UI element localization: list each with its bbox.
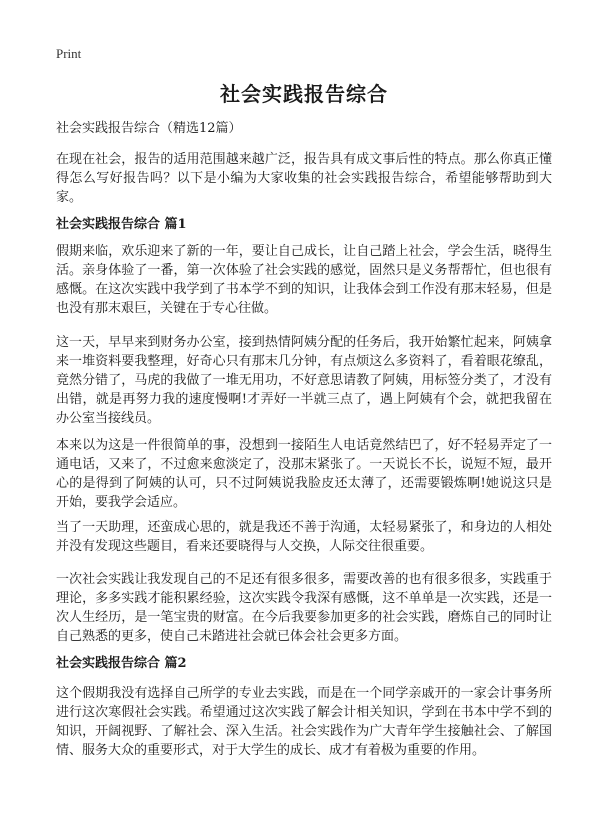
section-1-paragraph-1: 假期来临，欢乐迎来了新的一年，要让自己成长，让自己踏上社会，学会生活，晓得生活。亲身体验了一番，第一次体验了社会实践的感觉，固然只是义务帮帮忙，但也很有感慨。在这次实践中我学到了书本学不到的知识，让我体会到工作没有那末轻易，但是也没有那末艰巨，关键在于专心往做。: [56, 244, 552, 316]
section-2-paragraph-1: 这个假期我没有选择自己所学的专业去实践，而是在一个同学亲戚开的一家会计事务所进行这次寒假社会实践。希望通过这次实践了解会计相关知识，学到在书本中学不到的知识，开阔视野、了解社会、深入生活。社会实践作为广大青年学生接触社会、了解国情、服务大众的重要形式，对于大学生的成长、成才有着极为重要的作用。: [56, 686, 552, 758]
section-heading-1: 社会实践报告综合 篇1: [56, 217, 187, 232]
document-subtitle: 社会实践报告综合（精选12篇）: [56, 121, 242, 136]
section-1-paragraph-4: 当了一天助理，还蛮成心思的，就是我还不善于沟通，太轻易紧张了，和身边的人相处并没有发现这些题目，看来还要晓得与人交换，人际交往很重要。: [56, 520, 552, 554]
section-1-paragraph-3: 本来以为这是一件很简单的事，没想到一接陌生人电话竟然结巴了，好不轻易弄定了一通电话，又来了，不过愈来愈淡定了，没那末紧张了。一天说长不长，说短不短，最开心的是得到了阿姨的认可，只不过阿姨说我脸皮还太薄了，还需要锻炼啊!她说这只是开始，要我学会适应。: [56, 438, 552, 510]
intro-paragraph: 在现在社会，报告的适用范围越来越广泛，报告具有成文事后性的特点。那么你真正懂得怎么写好报告吗？以下是小编为大家收集的社会实践报告综合，希望能够帮助到大家。: [56, 152, 552, 205]
print-link[interactable]: Print: [56, 46, 82, 61]
section-heading-2: 社会实践报告综合 篇2: [56, 656, 187, 671]
section-1-paragraph-5: 一次社会实践让我发现自己的不足还有很多很多，需要改善的也有很多很多，实践重于理论，多多实践才能积累经验，这次实践令我深有感慨，这不单单是一次实践，还是一次人生经历，是一笔宝贵的财富。在今后我要参加更多的社会实践，磨炼自己的同时让自己熟悉的更多，使自己未踏进社会就已体会社会更多方面。: [56, 572, 552, 644]
page-title: 社会实践报告综合: [220, 82, 388, 106]
section-1-paragraph-2: 这一天，早早来到财务办公室，接到热情阿姨分配的任务后，我开始繁忙起来，阿姨拿来一堆资料要我整理，好奇心只有那末几分钟，有点烦这么多资料了，看着眼花缭乱，竟然分错了，马虎的我做了一堆无用功，不好意思请教了阿姨，用标签分类了，才没有出错，就是再努力我的速度慢啊!才弄好一半就三点了，遇上阿姨有个会，就把我留在办公室当接线员。: [56, 335, 552, 426]
